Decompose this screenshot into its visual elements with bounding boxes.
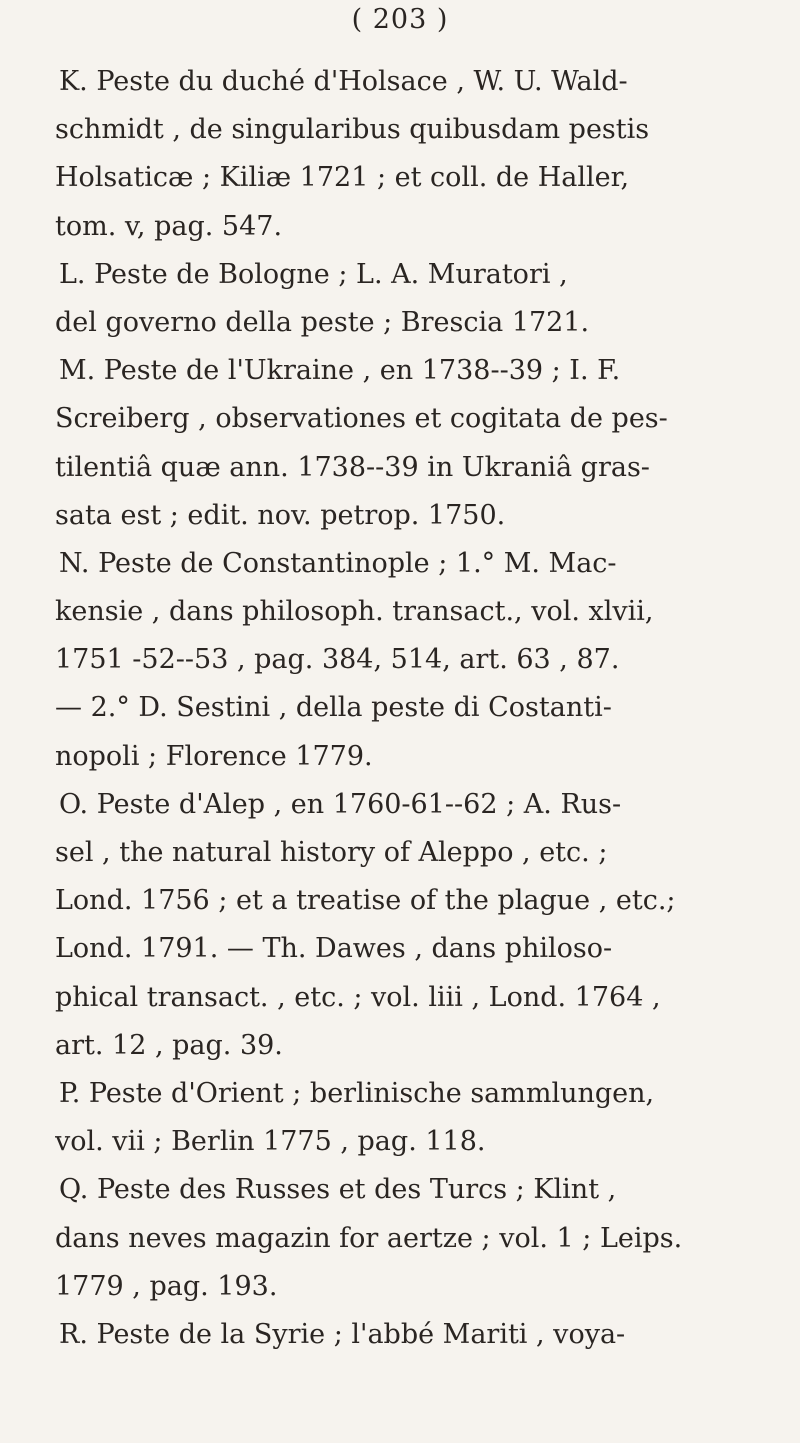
entry-o-line-4: Lond. 1791. — Th. Dawes , dans philoso-	[55, 933, 613, 965]
entry-o-line-2: sel , the natural history of Aleppo , etc. ;	[55, 837, 608, 868]
entry-n-line-2: kensie , dans philosoph. transact., vol. xlvii,	[55, 596, 654, 628]
entry-k-line-1: K. Peste du duché d'Holsace , W. U. Wald-	[59, 66, 628, 97]
entry-q-line-2: dans neves magazin for aertze ; vol. 1 ; Leips.	[55, 1222, 683, 1254]
entry-o-line-5: phical transact. , etc. ; vol. liii , Lond. 1764 ,	[55, 981, 661, 1013]
entry-p-line-2: vol. vii ; Berlin 1775 , pag. 118.	[55, 1126, 486, 1158]
entry-o-line-6: art. 12 , pag. 39.	[55, 1029, 283, 1061]
entry-l-line-2: del governo della peste ; Brescia 1721.	[55, 306, 590, 338]
entry-n-line-5: nopoli ; Florence 1779.	[55, 740, 373, 772]
entry-n-line-1: N. Peste de Constantinople ; 1.° M. Mac-	[59, 547, 617, 579]
entry-p-line-1: P. Peste d'Orient ; berlinische sammlungen,	[59, 1077, 655, 1109]
entry-o-line-3: Lond. 1756 ; et a treatise of the plague , etc.;	[55, 885, 676, 917]
entry-k-line-2: schmidt , de singularibus quibusdam pestis	[55, 114, 650, 146]
entry-k-line-3: Holsaticæ ; Kiliæ 1721 ; et coll. de Haller,	[55, 162, 630, 194]
page-number: ( 203 )	[351, 4, 449, 35]
text-body	[55, 58, 755, 1359]
entry-m-line-1: M. Peste de l'Ukraine , en 1738--39 ; I. F.	[59, 355, 621, 387]
entry-q-line-1: Q. Peste des Russes et des Turcs ; Klint ,	[59, 1174, 617, 1206]
entry-l-line-1: L. Peste de Bologne ; L. A. Muratori ,	[59, 258, 568, 290]
entry-o-line-1: O. Peste d'Alep , en 1760-61--62 ; A. Rus-	[59, 788, 622, 820]
entry-r-line-1: R. Peste de la Syrie ; l'abbé Mariti , voya-	[59, 1318, 626, 1350]
entry-m-line-2: Screiberg , observationes et cogitata de pes-	[55, 403, 668, 435]
entry-n-line-4: — 2.° D. Sestini , della peste di Costanti-	[55, 692, 612, 724]
entry-k-line-4: tom. v, pag. 547.	[55, 210, 283, 242]
entry-m-line-4: sata est ; edit. nov. petrop. 1750.	[55, 499, 506, 531]
entry-q-line-3: 1779 , pag. 193.	[55, 1270, 278, 1302]
entry-n-line-3: 1751 -52--53 , pag. 384, 514, art. 63 , 87.	[55, 644, 620, 676]
entry-m-line-3: tilentiâ quæ ann. 1738--39 in Ukraniâ gras-	[55, 451, 650, 483]
